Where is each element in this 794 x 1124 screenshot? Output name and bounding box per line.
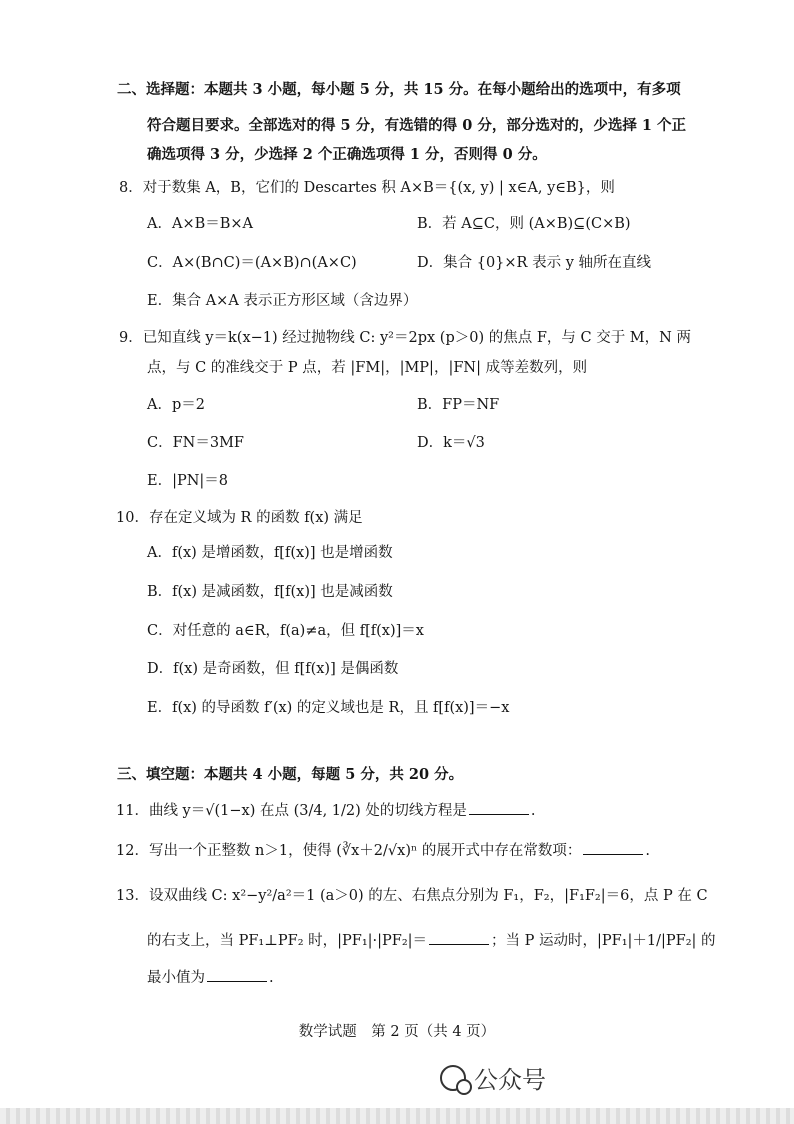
q10-option-a: A．f(x) 是增函数，f[f(x)] 也是增函数 [147, 545, 393, 561]
q11-end: . [530, 803, 536, 819]
section2-line2: 符合题目要求。全部选对的得 5 分，有选错的得 0 分，部分选对的，少选择 1 个正 [147, 117, 687, 134]
section2-line3: 确选项得 3 分，少选择 2 个正确选项得 1 分，否则得 0 分。 [147, 146, 547, 163]
q10-option-b: B．f(x) 是减函数，f[f(x)] 也是减函数 [147, 584, 393, 600]
q11-answer-blank [469, 800, 529, 815]
q13-line2-part2: ；当 P 运动时，|PF₁|＋1/|PF₂| 的 [491, 933, 716, 949]
q13-answer-blank-2 [207, 967, 267, 982]
q9-stem-line1: 9．已知直线 y＝k(x−1) 经过抛物线 C: y²＝2px (p＞0) 的焦点 F，与 C 交于 M，N 两 [119, 330, 691, 346]
q12-question: 12．写出一个正整数 n＞1，使得 (∛x＋2/√x)ⁿ 的展开式中存在常数项： [116, 843, 582, 859]
section2-heading: 二、选择题：本题共 3 小题，每小题 5 分，共 15 分。在每小题给出的选项中，有多项 [117, 81, 681, 98]
q13-line2 [147, 930, 716, 951]
wechat-icon [440, 1065, 466, 1091]
q8-option-d: D．集合 {0}×R 表示 y 轴所在直线 [417, 255, 651, 271]
q10-stem: 10．存在定义域为 R 的函数 f(x) 满足 [116, 510, 363, 526]
q9-stem-line2: 点，与 C 的准线交于 P 点，若 |FM|，|MP|，|FN| 成等差数列，则 [147, 360, 588, 376]
q13-line3-part1: 最小值为 [147, 970, 205, 986]
wechat-watermark [440, 1060, 546, 1095]
q13-line3 [147, 967, 274, 988]
q8-option-c: C．A×(B∩C)＝(A×B)∩(A×C) [147, 255, 357, 271]
q10-option-c: C．对任意的 a∈R，f(a)≠a，但 f[f(x)]＝x [147, 623, 424, 639]
q8-option-a: A．A×B＝B×A [147, 216, 254, 232]
q10-option-e: E．f(x) 的导函数 f′(x) 的定义域也是 R，且 f[f(x)]＝−x [147, 700, 510, 716]
q9-option-b: B．FP＝NF [417, 397, 500, 413]
q13-line3-part2: . [269, 970, 274, 986]
q10-option-d: D．f(x) 是奇函数，但 f[f(x)] 是偶函数 [147, 661, 399, 677]
q9-option-d: D．k＝√3 [417, 435, 485, 451]
q12-end: . [645, 843, 650, 859]
scan-edge-strip [0, 1108, 794, 1124]
watermark-text: 公众号 [474, 1066, 546, 1094]
q13-line2-part1: 的右支上，当 PF₁⊥PF₂ 时，|PF₁|·|PF₂|＝ [147, 933, 428, 949]
q8-option-b: B．若 A⊆C，则 (A×B)⊆(C×B) [417, 216, 631, 232]
q11-text [116, 800, 536, 821]
q13-line1: 13．设双曲线 C: x²−y²/a²＝1 (a＞0) 的左、右焦点分别为 F₁，F₂，|F₁F₂|＝6，点 P 在 C [116, 888, 708, 904]
q9-option-a: A．p＝2 [147, 397, 205, 413]
q8-stem: 8．对于数集 A，B，它们的 Descartes 积 A×B＝{(x, y) | x∈A, y∈B}，则 [119, 180, 615, 196]
q9-option-e: E．|PN|＝8 [147, 473, 229, 489]
page-footer: 数学试题 第 2 页（共 4 页） [298, 1024, 496, 1040]
q12-answer-blank [583, 840, 643, 855]
q12-text [116, 840, 650, 861]
q11-question: 11．曲线 y＝√(1−x) 在点 (3/4, 1/2) 处的切线方程是 [116, 803, 467, 819]
section3-heading: 三、填空题：本题共 4 小题，每题 5 分，共 20 分。 [117, 766, 464, 783]
q8-option-e: E．集合 A×A 表示正方形区域（含边界） [147, 293, 418, 309]
q13-answer-blank-1 [429, 930, 489, 945]
q9-option-c: C．FN＝3MF [147, 435, 244, 451]
